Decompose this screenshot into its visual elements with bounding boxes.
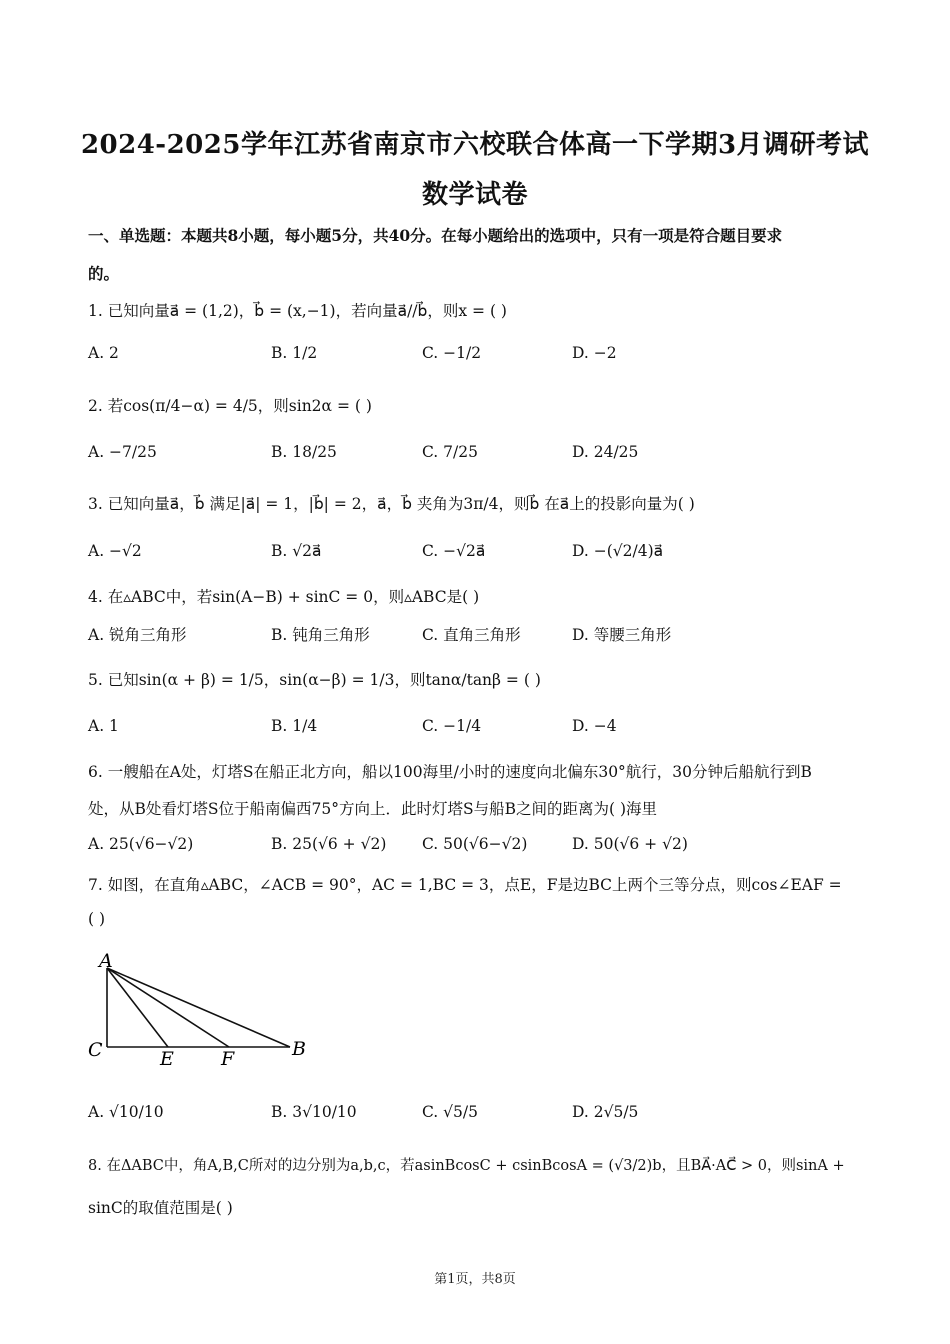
question-8-stem: 8. 在ΔABC中，角A,B,C所对的边分别为a,b,c，若asinBcosC + csinBcosA = (√3/2)b，且BA⃗·AC⃗ > 0，则sinA + bbox=[88, 1158, 845, 1174]
q3-option-d: D. −(√2/4)a⃗ bbox=[572, 542, 664, 560]
q7-option-b: B. 3√10/10 bbox=[271, 1103, 357, 1121]
q3-option-c: C. −√2a⃗ bbox=[422, 542, 486, 560]
q4-option-a: A. 锐角三角形 bbox=[88, 626, 187, 644]
label-A: A bbox=[99, 950, 113, 972]
exam-subtitle: 数学试卷 bbox=[421, 180, 528, 210]
q2-option-d: D. 24/25 bbox=[572, 443, 639, 461]
q7-option-c: C. √5/5 bbox=[422, 1103, 478, 1121]
q4-option-c: C. 直角三角形 bbox=[422, 626, 521, 644]
label-E: E bbox=[160, 1048, 174, 1070]
q3-option-a: A. −√2 bbox=[88, 542, 142, 560]
q4-option-b: B. 钝角三角形 bbox=[271, 626, 370, 644]
q4-option-d: D. 等腰三角形 bbox=[572, 626, 672, 644]
q1-option-d: D. −2 bbox=[572, 344, 617, 362]
q5-option-c: C. −1/4 bbox=[422, 717, 482, 735]
q6-option-a: A. 25(√6−√2) bbox=[88, 835, 194, 853]
q2-option-b: B. 18/25 bbox=[271, 443, 337, 461]
q2-option-a: A. −7/25 bbox=[88, 443, 157, 461]
q5-option-d: D. −4 bbox=[572, 717, 617, 735]
question-7-stem-cont: ( ) bbox=[88, 910, 106, 928]
q5-option-a: A. 1 bbox=[88, 717, 119, 735]
q1-option-b: B. 1/2 bbox=[271, 344, 318, 362]
section-heading: 一、单选题：本题共8小题，每小题5分，共40分。在每小题给出的选项中，只有一项是符合题目要求 bbox=[88, 226, 783, 245]
q6-option-d: D. 50(√6 + √2) bbox=[572, 835, 688, 853]
question-7-stem: 7. 如图，在直角▵ABC，∠ACB = 90°，AC = 1,BC = 3，点E，F是边BC上两个三等分点，则cos∠EAF = bbox=[88, 876, 842, 894]
q6-option-b: B. 25(√6 + √2) bbox=[271, 835, 387, 853]
q6-option-c: C. 50(√6−√2) bbox=[422, 835, 528, 853]
q1-option-c: C. −1/2 bbox=[422, 344, 482, 362]
section-heading-cont: 的。 bbox=[88, 264, 120, 283]
q1-option-a: A. 2 bbox=[88, 344, 119, 362]
question-6-stem: 6. 一艘船在A处，灯塔S在船正北方向，船以100海里/小时的速度向北偏东30°航行，30分钟后船航行到B bbox=[88, 763, 812, 781]
q7-option-a: A. √10/10 bbox=[88, 1103, 164, 1121]
page-footer: 第1页，共8页 bbox=[434, 1272, 516, 1287]
q2-option-c: C. 7/25 bbox=[422, 443, 478, 461]
question-3-stem: 3. 已知向量a⃗，b⃗ 满足|a⃗| = 1，|b⃗| = 2，a⃗，b⃗ 夹角为3π/4，则b⃗ 在a⃗上的投影向量为( ) bbox=[88, 495, 695, 513]
question-1-stem: 1. 已知向量a⃗ = (1,2)，b⃗ = (x,−1)，若向量a⃗//b⃗，则x = ( ) bbox=[88, 302, 507, 320]
q5-option-b: B. 1/4 bbox=[271, 717, 318, 735]
question-8-stem-cont: sinC的取值范围是( ) bbox=[88, 1199, 233, 1217]
q7-option-d: D. 2√5/5 bbox=[572, 1103, 639, 1121]
label-C: C bbox=[88, 1039, 103, 1061]
label-F: F bbox=[221, 1048, 235, 1070]
label-B: B bbox=[292, 1038, 306, 1060]
question-4-stem: 4. 在▵ABC中，若sin(A−B) + sinC = 0，则▵ABC是( ) bbox=[88, 588, 480, 606]
triangle-figure bbox=[80, 945, 330, 1075]
question-2-stem: 2. 若cos(π/4−α) = 4/5，则sin2α = ( ) bbox=[88, 397, 372, 415]
exam-title: 2024-2025学年江苏省南京市六校联合体高一下学期3月调研考试 bbox=[80, 130, 870, 160]
question-5-stem: 5. 已知sin(α + β) = 1/5，sin(α−β) = 1/3，则tanα/tanβ = ( ) bbox=[88, 671, 541, 689]
question-6-stem-cont: 处，从B处看灯塔S位于船南偏西75°方向上．此时灯塔S与船B之间的距离为( )海里 bbox=[88, 800, 658, 818]
q3-option-b: B. √2a⃗ bbox=[271, 542, 322, 560]
